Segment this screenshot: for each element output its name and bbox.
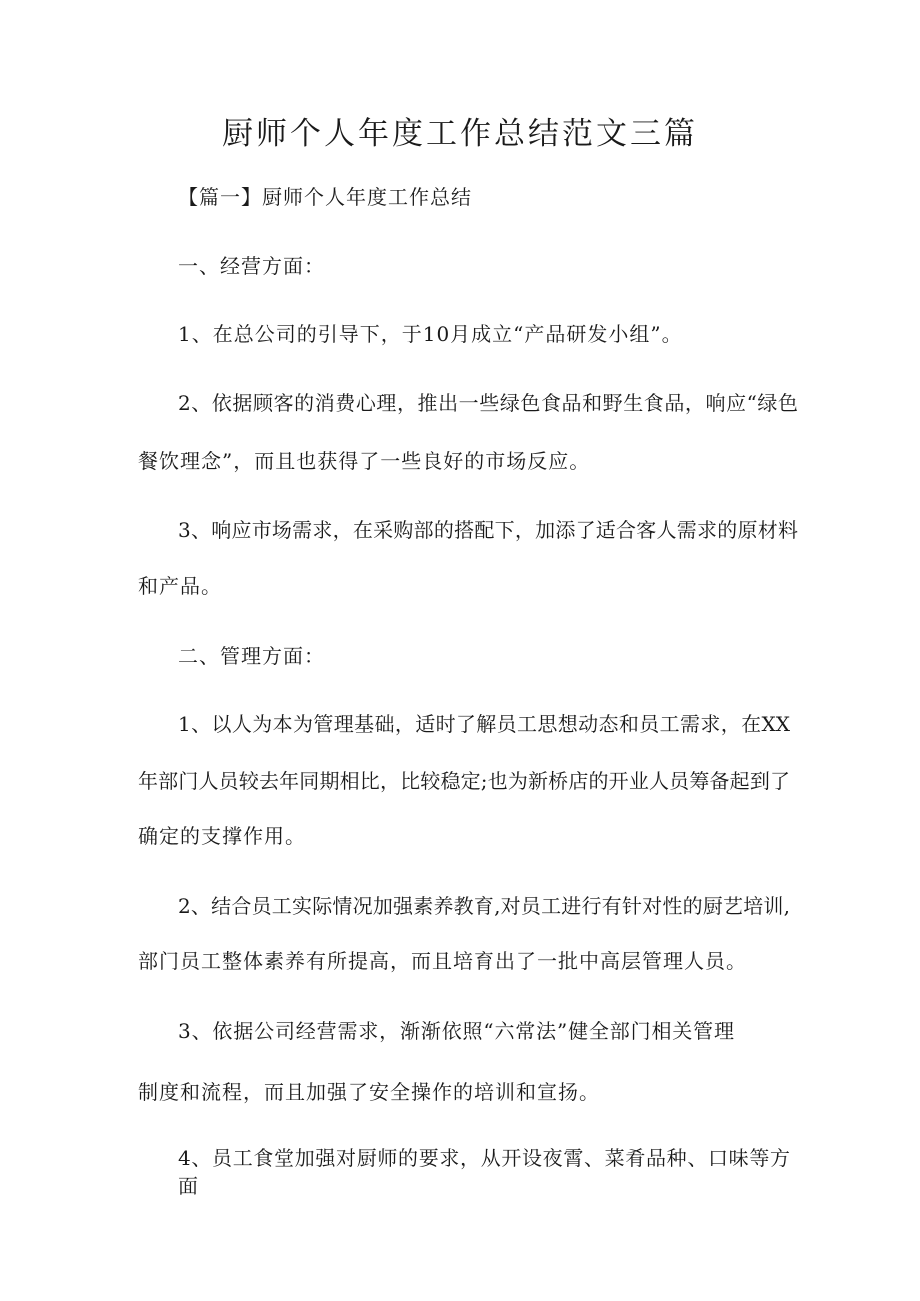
paragraph-2-4-line1: 4、员工食堂加强对厨师的要求，从开设夜霄、菜肴品种、口味等方面 (178, 1146, 790, 1198)
part1-heading: 一、经营方面： (178, 254, 325, 278)
paragraph-1-3-line2: 和产品。 (138, 574, 222, 598)
paragraph-1-2-line1: 2、依据顾客的消费心理，推出一些绿色食品和野生食品，响应“绿色 (178, 391, 798, 415)
document-title: 厨师个人年度工作总结范文三篇 (222, 116, 698, 152)
paragraph-1-1: 1、在总公司的引导下，于10月成立“产品研发小组”。 (178, 322, 683, 346)
paragraph-1-2-line2: 餐饮理念”，而且也获得了一些良好的市场反应。 (138, 449, 591, 473)
paragraph-2-1-line2: 年部门人员较去年同期相比，比较稳定;也为新桥店的开业人员筹备起到了 (138, 769, 790, 793)
paragraph-2-2-line1: 2、结合员工实际情况加强素养教育,对员工进行有针对性的厨艺培训, (178, 894, 790, 918)
paragraph-1-3-line1: 3、响应市场需求，在采购部的搭配下，加添了适合客人需求的原材料 (178, 518, 798, 542)
paragraph-2-3-line1: 3、依据公司经营需求，渐渐依照“六常法”健全部门相关管理 (178, 1019, 734, 1043)
paragraph-2-2-line2: 部门员工整体素养有所提高，而且培育出了一批中高层管理人员。 (138, 949, 747, 973)
paragraph-2-1-line3: 确定的支撑作用。 (138, 824, 306, 848)
paragraph-2-1-line1: 1、以人为本为管理基础，适时了解员工思想动态和员工需求，在XX (178, 712, 790, 736)
section-heading: 【篇一】厨师个人年度工作总结 (178, 185, 472, 209)
part2-heading: 二、管理方面： (178, 644, 325, 668)
paragraph-2-3-line2: 制度和流程，而且加强了安全操作的培训和宣扬。 (138, 1080, 600, 1104)
